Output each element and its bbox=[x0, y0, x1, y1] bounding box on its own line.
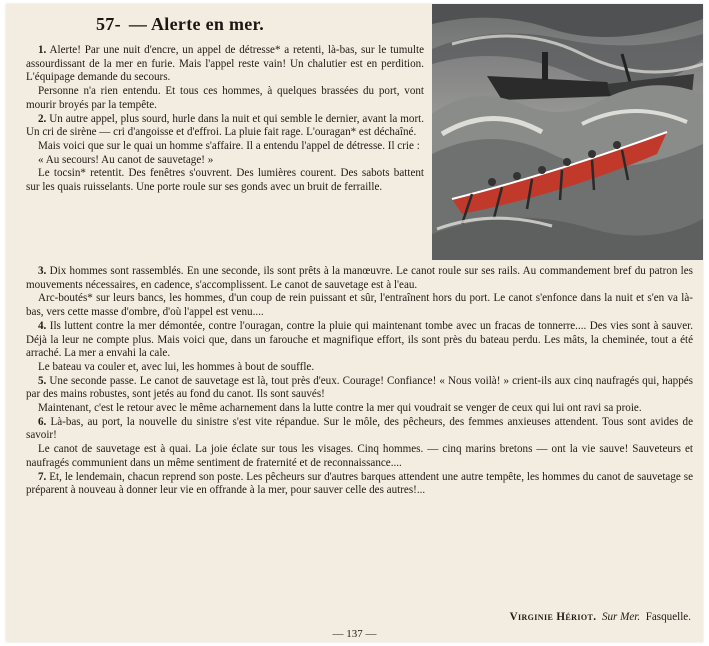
paragraph-3: 3. Dix hommes sont rassemblés. En une seconde, ils sont prêts à la manœuvre. Le canot roule sur ses rails. Au commandement bref du patron les mouvements nécessaires, en cadence, s'accomplissent. Le canot de sauvetage est à l'eau. bbox=[26, 265, 694, 291]
lesson-number: 57- bbox=[96, 14, 121, 34]
paragraph-5b: Maintenant, c'est le retour avec le même acharnement dans la lutte contre la mer qui voudrait se venger de ceux qui lui ont ravi sa proie. bbox=[38, 402, 642, 415]
paragraph-1b: Personne n'a rien entendu. Et tous ces hommes, à quelques brassées du port, vont mourir broyés par la tempête. bbox=[26, 85, 424, 111]
narrow-column-text bbox=[26, 44, 424, 195]
book-page bbox=[6, 4, 703, 642]
author-name: Virginie Hériot. bbox=[509, 611, 597, 623]
paragraph-5: 5. Une seconde passe. Le canot de sauvetage est là, tout près d'eux. Courage! Confiance! « Nous voilà! » crient-ils aux cinq naufragés qui, happés par des mains robustes, sont jetés au fond du canot. Ils sont sauvés! bbox=[26, 374, 693, 401]
paragraph-3b: Arc-boutés* sur leurs bancs, les hommes, d'un coup de rein puissant et sûr, l'entraînent hors du port. Le canot s'enfonce dans la nuit et s'en va là-bas, vers cette masse d'ombre, d'où l'appel est venu.... bbox=[26, 292, 693, 319]
author-signature bbox=[510, 611, 691, 623]
page-number: — 137 — bbox=[332, 628, 377, 640]
paragraph-1: 1. Alerte! Par une nuit d'encre, un appel de détresse* a retenti, là-bas, sur le tumulte assourdissant de la mer en furie. Mais l'appel reste vain! Un chalutier est en perdition. L'équipage demande du secours. bbox=[26, 44, 424, 84]
storm-rescue-illustration bbox=[432, 4, 703, 260]
paragraph-4b: Le bateau va couler et, avec lui, les hommes à bout de souffle. bbox=[38, 360, 315, 373]
paragraph-4: 4. Ils luttent contre la mer démontée, contre l'ouragan, contre la pluie qui maintenant tombe avec un fracas de tonnerre.... Des vies sont à sauver. Déjà la leur ne compte plus. Mais voici que, dans un farouche et magnifique effort, ils sont près du bateau perdu. Les mâts, la cheminée, tout a été arraché. La mer a envahi la cale. bbox=[26, 319, 693, 360]
title-text: — Alerte en mer. bbox=[128, 14, 264, 34]
paragraph-2b: Mais voici que sur le quai un homme s'affaire. Il a entendu l'appel de détresse. Il crie : bbox=[38, 139, 420, 152]
paragraph-7: 7. Et, le lendemain, chacun reprend son poste. Les pêcheurs sur d'autres barques attendent une autre tempête, les hommes du canot de sauvetage se préparent à nouveau à donner leur vie en offrande à la mer, pour sauver celle des autres!... bbox=[26, 470, 693, 497]
publisher-name: Fasquelle. bbox=[645, 611, 691, 623]
paragraph-2: 2. Un autre appel, plus sourd, hurle dans la nuit et qui semble le dernier, avant la mort. Un cri de sirène — cri d'angoisse et d'effroi. La pluie fait rage. L'ouragan* est déchaîné. bbox=[26, 112, 425, 139]
work-title: Sur Mer. bbox=[601, 611, 641, 623]
paragraph-6: 6. Là-bas, au port, la nouvelle du sinistre s'est vite répandue. Sur le môle, des pêcheurs, des femmes anxieuses attendent. Tous sont avides de savoir! bbox=[26, 415, 693, 442]
paragraph-2c: Le tocsin* retentit. Des fenêtres s'ouvrent. Des lumières courent. Des sabots battent sur les quais ruisselants. Une porte roule sur ses gonds avec un bruit de ferraille. bbox=[26, 167, 424, 194]
paragraph-2-quote: « Au secours! Au canot de sauvetage! » bbox=[38, 153, 214, 166]
page-title bbox=[96, 14, 264, 35]
paragraph-6b: Le canot de sauvetage est à quai. La joie éclate sur tous les visages. Cinq hommes. — cinq marins bretons — ont la vie sauve! Sauveteurs et naufragés communient dans un même sentiment de fraternité et de reconnaissance.... bbox=[26, 443, 693, 469]
full-width-text bbox=[26, 265, 693, 498]
